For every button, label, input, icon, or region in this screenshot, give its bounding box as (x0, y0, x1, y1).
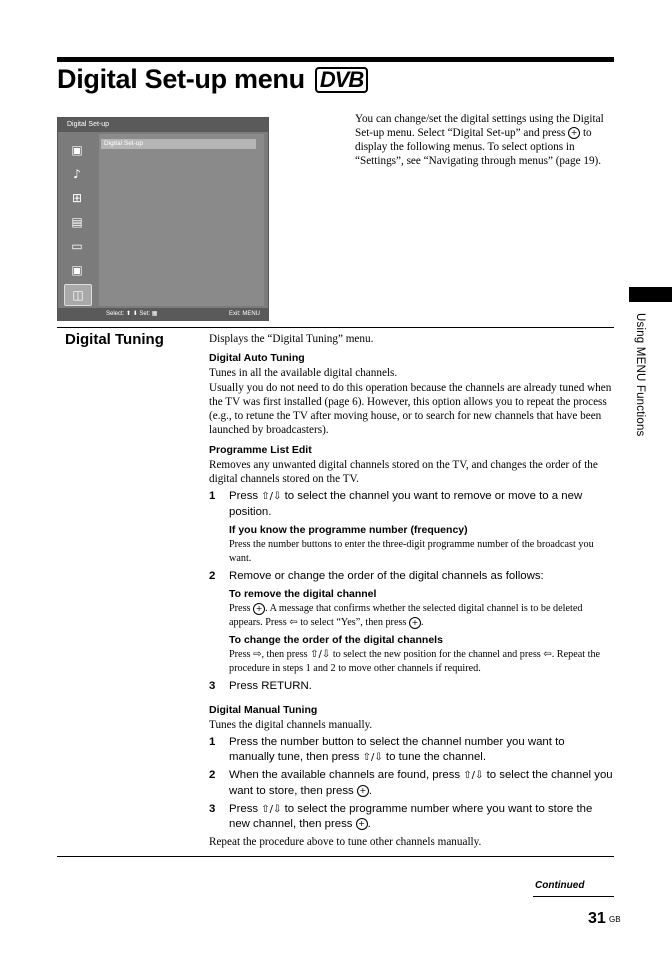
page-number: 31 (588, 910, 606, 927)
subheading-change-order: To change the order of the digital channels (229, 634, 443, 647)
section-title: Digital Tuning (65, 331, 164, 348)
up-down-arrow-icon: ⇧/⇩ (362, 752, 383, 764)
up-down-arrow-icon: ⇧/⇩ (310, 649, 331, 661)
up-down-arrow-icon: ⇧/⇩ (261, 804, 282, 816)
continued-rule (533, 896, 614, 897)
ok-button-icon: + (568, 127, 580, 139)
list-step-1: 1 Press ⇧/⇩ to select the channel you want to remove or move to a new position. (209, 490, 583, 518)
list-edit-heading: Programme List Edit (209, 443, 312, 456)
list-step-2: 2 Remove or change the order of the digital channels as follows: (209, 569, 544, 582)
list-step-3: 3 Press RETURN. (209, 680, 312, 693)
top-rule (57, 57, 614, 62)
dvb-logo-icon: DVB (315, 67, 368, 93)
subheading-programme-number: If you know the programme number (frequency) (229, 523, 468, 536)
section-rule-top (57, 327, 614, 328)
right-arrow-icon: ⇨ (253, 649, 262, 661)
auto-tuning-heading: Digital Auto Tuning (209, 352, 305, 365)
pc-icon: ▣ (71, 263, 83, 277)
left-arrow-icon: ⇦ (289, 617, 298, 629)
section-intro: Displays the “Digital Tuning” menu. (209, 333, 374, 345)
intro-paragraph: You can change/set the digital settings using the Digital Set-up menu. Select “Digital Set-up” and press + to display the following menus. To select options in “Settings”, see “Navigating through menus” (page 19). (355, 113, 604, 167)
up-down-arrow-icon: ⇧/⇩ (261, 491, 282, 503)
continued-label: Continued (535, 880, 585, 891)
digital-setup-icon: ◫ (64, 284, 92, 306)
screen-footer (58, 308, 268, 320)
screen-main-panel (99, 134, 264, 306)
screen-menu-item: Digital Set-up (101, 139, 256, 149)
chapter-label: Using MENU Functions (634, 313, 646, 437)
sound-icon: ♪ (73, 167, 81, 181)
ok-button-icon: + (357, 785, 369, 797)
manual-step-1: 1 Press the number button to select the channel number you want to manually tune, then press ⇧/⇩ to tune the channel. (209, 735, 565, 764)
screen-icon: ⊞ (71, 191, 83, 205)
manual-tuning-heading: Digital Manual Tuning (209, 703, 318, 716)
page-title-text: Digital Set-up menu (57, 64, 305, 94)
screen-header: Digital Set-up (58, 118, 268, 132)
ok-button-icon: + (253, 603, 265, 615)
features-icon: ▤ (71, 215, 83, 229)
ok-button-icon: + (409, 617, 421, 629)
screen-footer-select: Select: ⬆ ⬇ Set: ▦ (106, 311, 158, 317)
up-down-arrow-icon: ⇧/⇩ (463, 770, 484, 782)
page-title (57, 64, 368, 95)
left-arrow-icon: ⇦ (543, 649, 552, 661)
ok-button-icon: + (356, 818, 368, 830)
subheading-remove-channel: To remove the digital channel (229, 588, 377, 601)
section-rule-bottom (57, 856, 614, 857)
screen-footer-exit: Exit: MENU (228, 311, 260, 317)
manual-step-3: 3 Press ⇧/⇩ to select the programme number where you want to store the new channel, then press + . (209, 803, 593, 831)
screen-icon-column (58, 134, 98, 306)
region-code: GB (609, 915, 621, 924)
chapter-tab-marker (629, 287, 672, 302)
manual-step-2: 2 When the available channels are found, press ⇧/⇩ to select the channel you want to store, then press + . (209, 769, 613, 797)
setup-icon: ▭ (71, 239, 83, 253)
section-body: Displays the “Digital Tuning” menu. Digital Auto Tuning Tunes in all the available digital channels. Usually you do not need to do this operation because the channels are already tuned when the TV was first installed (page 6). However, this option allows you to repeat the process (e.g., to retune the TV after moving house, or to search for new channels that have been launched by broadcasters). Programme List Edit Removes any unwanted digital channels stored on the TV, and changes the order of the digital channels stored on the TV. 1 Press ⇧/⇩ to select the channel you want to remove or move to a new position. If you know the programme number (frequency) Press the number buttons to enter the three-digit programme number of the broadcast you want. 2 Remove or change the order of the digital channels as follows: To remove the digital channel Press + . A message that confirms whether the selected digital channel is to be deleted appears. Press ⇦ to select “Yes”, then press + . To change the order of the digital channels Press ⇨, then press ⇧/⇩ to select the new position for the channel and press ⇦. Repeat the procedure in steps 1 and 2 to move other channels if required. 3 Press RETURN. Digital Manual Tuning Tunes the digital channels manually. 1 Press the number button to select the channel number you want to manually tune, then press ⇧/⇩ to tune the channel. 2 When the available channels are found, press ⇧/⇩ to select the channel you want to store, then press + . 3 Press ⇧/⇩ to select the programme number where you want to store the new channel, then press + . Repeat the procedure above to tune other channels manually. (209, 333, 613, 848)
picture-icon: ▣ (71, 143, 83, 157)
menu-screen-illustration (57, 117, 269, 321)
